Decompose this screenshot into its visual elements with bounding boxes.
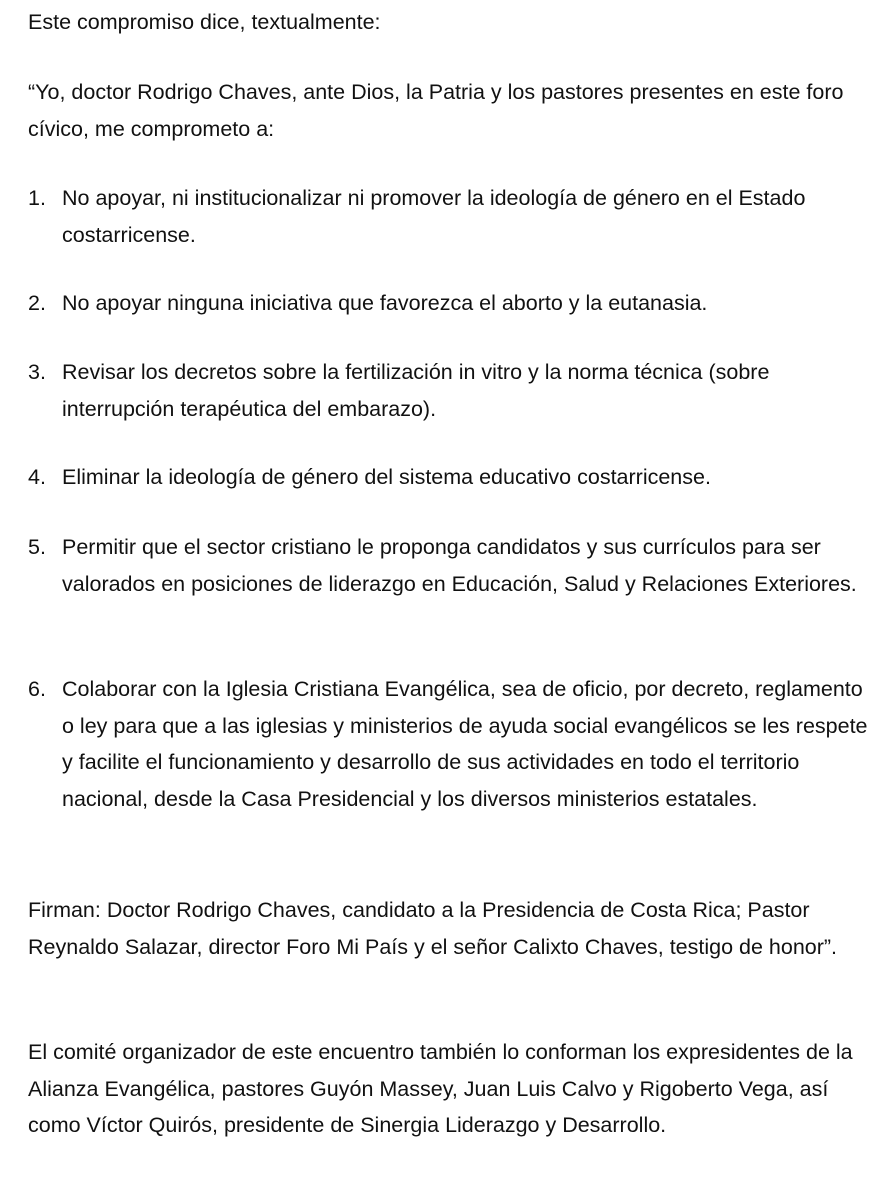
item-text: No apoyar, ni institucionalizar ni promover la ideología de género en el Estado costarricense.	[62, 186, 806, 247]
pledge-item-1	[28, 180, 873, 253]
item-text: Revisar los decretos sobre la fertilización in vitro y la norma técnica (sobre interrupción terapéutica del embarazo).	[62, 360, 770, 421]
item-text: Eliminar la ideología de género del sistema educativo costarricense.	[62, 465, 711, 489]
item-number: 4.	[28, 465, 46, 489]
item-number: 2.	[28, 291, 46, 315]
closing-paragraph: El comité organizador de este encuentro también lo conforman los expresidentes de la Alianza Evangélica, pastores Guyón Massey, Juan Luis Calvo y Rigoberto Vega, así como Víctor Quirós, presidente de Sinergia Liderazgo y Desarrollo.	[28, 1040, 853, 1137]
pledge-item-6	[28, 671, 873, 817]
item-number: 3.	[28, 360, 46, 384]
pledge-item-4	[28, 459, 873, 496]
intro-paragraph: Este compromiso dice, textualmente:	[28, 10, 381, 34]
pledge-item-5	[28, 529, 873, 602]
item-text: Permitir que el sector cristiano le proponga candidatos y sus currículos para ser valorados en posiciones de liderazgo en Educación, Salud y Relaciones Exteriores.	[62, 535, 857, 596]
pledge-item-3	[28, 354, 873, 427]
item-text: No apoyar ninguna iniciativa que favorezca el aborto y la eutanasia.	[62, 291, 708, 315]
item-text: Colaborar con la Iglesia Cristiana Evangélica, sea de oficio, por decreto, reglamento o ley para que a las iglesias y ministerios de ayuda social evangélicos se les respete y facilite el funcionamiento y desarrollo de sus actividades en todo el territorio nacional, desde la Casa Presidencial y los diversos ministerios estatales.	[62, 677, 868, 811]
item-number: 5.	[28, 535, 46, 559]
pledge-item-2	[28, 285, 873, 322]
pledge-opening-paragraph: “Yo, doctor Rodrigo Chaves, ante Dios, la Patria y los pastores presentes en este foro cívico, me comprometo a:	[28, 80, 844, 141]
signatures-paragraph: Firman: Doctor Rodrigo Chaves, candidato a la Presidencia de Costa Rica; Pastor Reynaldo Salazar, director Foro Mi País y el señor Calixto Chaves, testigo de honor”.	[28, 898, 838, 959]
item-number: 1.	[28, 186, 46, 210]
item-number: 6.	[28, 677, 46, 701]
